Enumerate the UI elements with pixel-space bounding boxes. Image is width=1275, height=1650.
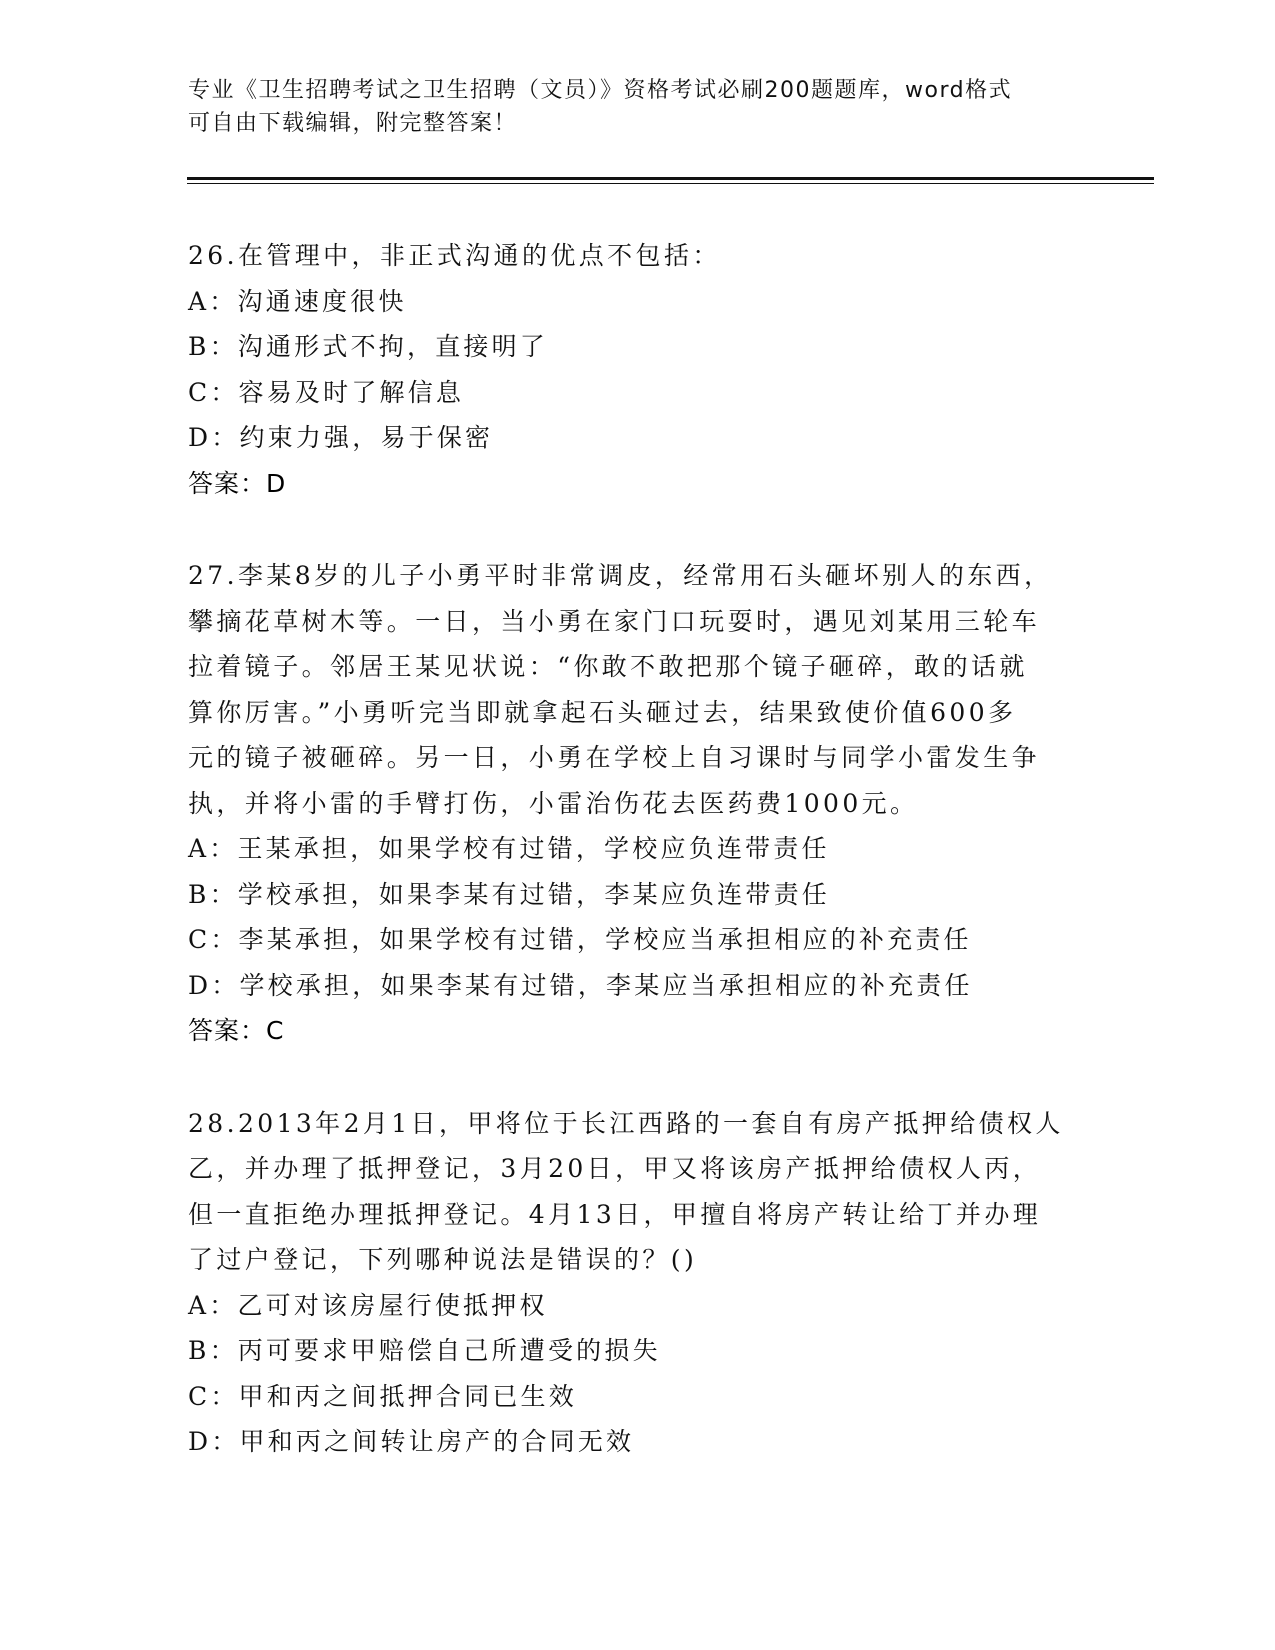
question-28 xyxy=(188,1101,1088,1465)
header-line-2: 可自由下载编辑，附完整答案！ xyxy=(188,111,518,136)
option-d: D：甲和丙之间转让房产的合同无效 xyxy=(188,1427,635,1456)
question-stem xyxy=(188,1101,1088,1283)
stem-line: 乙，并办理了抵押登记，3月20日，甲又将该房产抵押给债权人丙， xyxy=(188,1154,1042,1183)
stem-line: 了过户登记，下列哪种说法是错误的？() xyxy=(188,1245,698,1274)
stem-line: 但一直拒绝办理抵押登记。4月13日，甲擅自将房产转让给丁并办理 xyxy=(188,1199,1042,1229)
question-stem xyxy=(188,233,1088,279)
option-c: C：甲和丙之间抵押合同已生效 xyxy=(188,1381,577,1411)
option-c: C：李某承担，如果学校有过错，学校应当承担相应的补充责任 xyxy=(188,925,972,954)
option-d: D：约束力强，易于保密 xyxy=(188,423,494,452)
stem-line: 拉着镜子。邻居王某见状说：“你敢不敢把那个镜子砸碎，敢的话就 xyxy=(188,652,1028,681)
question-27 xyxy=(188,553,1088,1054)
answer-text: 答案：C xyxy=(188,1016,285,1045)
question-options xyxy=(188,1283,1088,1465)
document-header xyxy=(188,74,1088,140)
stem-line: 26.在管理中，非正式沟通的优点不包括： xyxy=(188,241,721,270)
answer-text: 答案：D xyxy=(188,468,287,498)
option-b: B：丙可要求甲赔偿自己所遭受的损失 xyxy=(188,1336,661,1365)
stem-line: 28.2013年2月1日，甲将位于长江西路的一套自有房产抵押给债权人 xyxy=(188,1108,1064,1138)
stem-line: 攀摘花草树木等。一日，当小勇在家门口玩耍时，遇见刘某用三轮车 xyxy=(188,606,1041,636)
header-divider-thin xyxy=(187,183,1154,184)
question-options xyxy=(188,826,1088,1008)
questions-list xyxy=(188,233,1088,1512)
question-stem xyxy=(188,553,1088,826)
stem-line: 元的镜子被砸碎。另一日，小勇在学校上自习课时与同学小雷发生争 xyxy=(188,743,1041,772)
header-divider-thick xyxy=(187,177,1154,180)
header-line-1: 专业《卫生招聘考试之卫生招聘（文员）》资格考试必刷200题题库，word格式 xyxy=(188,78,1013,103)
question-options xyxy=(188,279,1088,461)
option-b: B：学校承担，如果李某有过错，李某应负连带责任 xyxy=(188,879,830,909)
option-a: A：王某承担，如果学校有过错，学校应负连带责任 xyxy=(188,834,830,863)
stem-line: 算你厉害。”小勇听完当即就拿起石头砸过去，结果致使价值600多 xyxy=(188,697,1017,727)
stem-line: 27.李某8岁的儿子小勇平时非常调皮，经常用石头砸坏别人的东西， xyxy=(188,561,1053,590)
question-26 xyxy=(188,233,1088,506)
stem-line: 执，并将小雷的手臂打伤，小雷治伤花去医药费1000元。 xyxy=(188,788,919,818)
option-c: C：容易及时了解信息 xyxy=(188,377,465,407)
option-a: A：乙可对该房屋行使抵押权 xyxy=(188,1290,548,1320)
option-d: D：学校承担，如果李某有过错，李某应当承担相应的补充责任 xyxy=(188,970,973,1000)
option-b: B：沟通形式不拘，直接明了 xyxy=(188,332,548,361)
option-a: A：沟通速度很快 xyxy=(188,286,407,316)
